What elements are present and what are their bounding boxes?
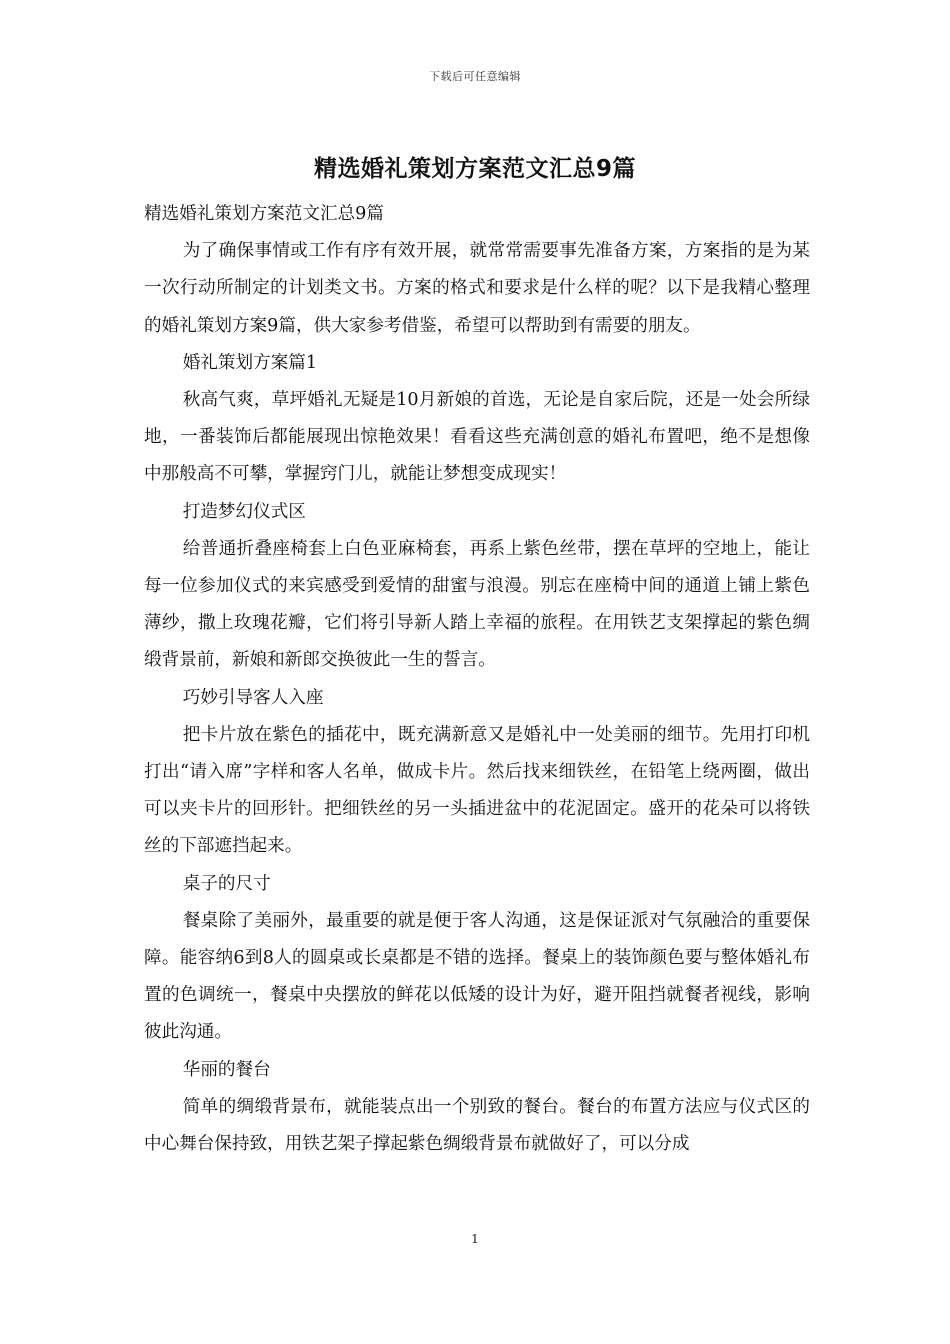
document-subtitle: 精选婚礼策划方案范文汇总9篇 xyxy=(144,204,384,224)
document-title: 精选婚礼策划方案范文汇总9篇 xyxy=(313,156,636,182)
paragraph: 餐桌除了美丽外，最重要的就是便于客人沟通，这是保证派对气氛融洽的重要保障。能容纳6到8人的圆桌或长桌都是不错的选择。餐桌上的装饰颜色要与整体婚礼布置的色调统一，餐桌中央摆放的鲜花以低矮的设计为好，避开阻挡就餐者视线，影响彼此沟通。 xyxy=(144,910,810,1043)
section-heading: 华丽的餐台 xyxy=(182,1059,271,1080)
section-heading: 婚礼策划方案篇1 xyxy=(182,352,318,373)
section-heading: 打造梦幻仪式区 xyxy=(182,501,306,522)
paragraph: 给普通折叠座椅套上白色亚麻椅套，再系上紫色丝带，摆在草坪的空地上，能让每一位参加仪式的来宾感受到爱情的甜蜜与浪漫。别忘在座椅中间的通道上铺上紫色薄纱，撒上玫瑰花瓣，它们将引导新人踏上幸福的旅程。在用铁艺支架撑起的紫色绸缎背景前，新娘和新郎交换彼此一生的誓言。 xyxy=(144,538,810,671)
header-note: 下载后可任意编辑 xyxy=(429,70,521,83)
page-number: 1 xyxy=(471,1232,479,1246)
paragraph-intro: 为了确保事情或工作有序有效开展，就常常需要事先准备方案，方案指的是为某一次行动所制定的计划类文书。方案的格式和要求是什么样的呢？以下是我精心整理的婚礼策划方案9篇，供大家参考借鉴，希望可以帮助到有需要的朋友。 xyxy=(144,241,810,336)
paragraph: 秋高气爽，草坪婚礼无疑是10月新娘的首选，无论是自家后院，还是一处会所绿地，一番装饰后都能展现出惊艳效果！看看这些充满创意的婚礼布置吧，绝不是想像中那般高不可攀，掌握窍门儿，就能让梦想变成现实！ xyxy=(144,390,810,485)
paragraph: 简单的绸缎背景布，就能装点出一个别致的餐台。餐台的布置方法应与仪式区的中心舞台保持致，用铁艺架子撑起紫色绸缎背景布就做好了，可以分成 xyxy=(144,1096,810,1155)
document-body xyxy=(144,196,810,1163)
section-heading: 桌子的尺寸 xyxy=(182,873,271,894)
section-heading: 巧妙引导客人入座 xyxy=(182,687,324,708)
paragraph: 把卡片放在紫色的插花中，既充满新意又是婚礼中一处美丽的细节。先用打印机打出“请入席”字样和客人名单，做成卡片。然后找来细铁丝，在铅笔上绕两圈，做出可以夹卡片的回形针。把细铁丝的另一头插进盆中的花泥固定。盛开的花朵可以将铁丝的下部遮挡起来。 xyxy=(144,724,810,857)
